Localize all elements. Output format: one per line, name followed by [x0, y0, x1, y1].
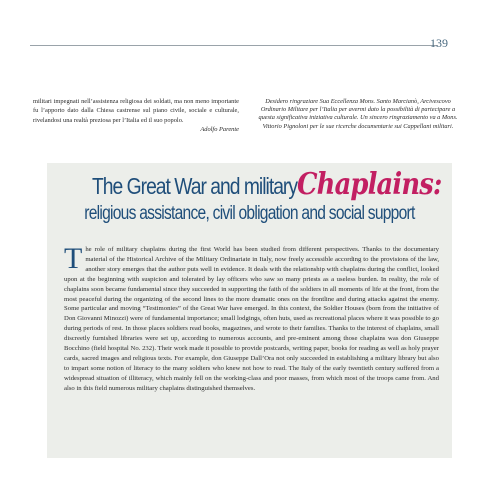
feature-title-plain: The Great War and military — [92, 173, 298, 199]
feature-title-fancy: Chaplains: — [297, 167, 442, 202]
author-signature: Adolfo Parente — [200, 126, 239, 134]
page-number: 139 — [430, 36, 448, 50]
drop-cap: T — [64, 242, 83, 275]
feature-body — [64, 242, 439, 394]
feature-subtitle — [47, 203, 452, 225]
feature-title — [47, 167, 452, 202]
header-rule — [30, 45, 438, 46]
feature-box — [47, 163, 452, 458]
left-column-text: militari impegnati nell’assistenza religiosa dei soldati, ma non meno importante fu l’apporto dato dalla Chiesa castrense sul piano civile, sociale e culturale, rivelandosi una realtà preziosa per l’Italia ed il suo popolo. — [33, 98, 239, 124]
left-column — [33, 97, 239, 135]
feature-body-text: he role of military chaplains during the first World has been studied from different perspectives. Thanks to the documentary material of the Historical Archive of the Military Ordinariate in Italy, now freely accessible according to the provisions of the law, another story emerges that the author puts well in evidence. It deals with the relationship with chaplains during the conflict, looked upon at the beginning with suspicion and tolerated by lay officers who saw so many priests as a useless burden. In reality, the role of chaplains soon became fundamental since they succeeded in supporting the faith of the soldiers in all moments of life at the front, from the most peaceful during the organizing of the second lines to the more dramatic ones on the frontline and during attacks against the enemy. Some particular and moving “Testimonies” of the Great War have emerged. In this context, the Soldier Houses (born from the initiative of Don Giovanni Minozzi) were of fundamental importance; small lodgings, often huts, used as recreational places where it was possible to go during periods of rest. In those places soldiers read books, magazines, and wrote to their families. Thanks to the interest of chaplains, small discreetly furnished libraries were set up, according to numerous accounts, and pre-eminent among those chaplains was don Giuseppe Bocchino (field hospital No. 232). Their work made it possible to provide postcards, writing paper, books for reading as well as holy prayer cards, sacred images and religious texts. For example, don Giuseppe Dall’Ora not only succeeded in establishing a military library but also to impart some notion of literacy to the many soldiers who knew not how to read. The Italy of the early twentieth century suffered from a widespread situation of illiteracy, which mainly fell on the working-class and poor masses, from which most of the troops came from. And also in this field numerous military chaplains distinguished themselves. — [64, 246, 439, 392]
feature-subtitle-text: religious assistance, civil obligation and social support — [84, 203, 415, 224]
acknowledgements: Desidero ringraziare Sua Eccellenza Mons. Santo Marcianò, Arcivescovo Ordinario Militare per l’Italia per avermi dato la possibilità di partecipare a questa significativa iniziativa culturale. Un sincero ringraziamento va a Mons. Vittorio Pignoloni per le sue ricerche documentarie sui Cappellani militari. — [258, 98, 458, 130]
